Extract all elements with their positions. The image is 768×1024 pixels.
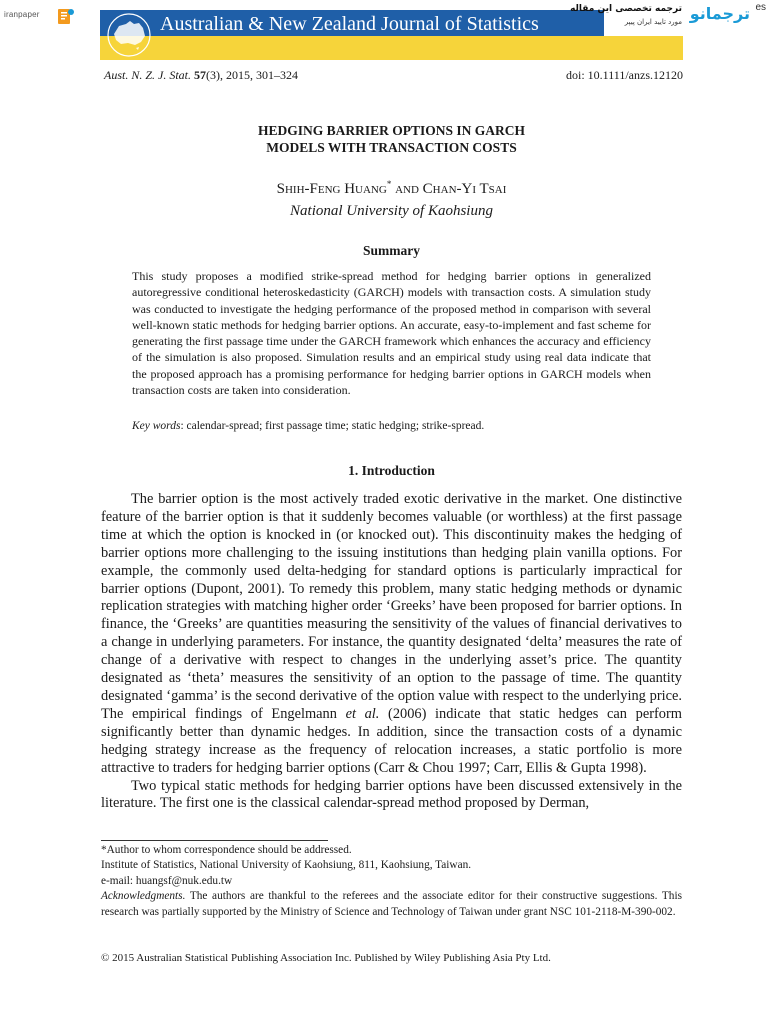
author-name: Chan-Yi Tsai: [422, 181, 507, 197]
edge-text: es: [755, 2, 766, 13]
footnote-rule: [101, 840, 328, 841]
et-al: et al.: [345, 705, 380, 722]
doi: doi: 10.1111/anzs.12120: [566, 68, 683, 82]
title-line: MODELS WITH TRANSACTION COSTS: [266, 140, 517, 155]
paragraph-text: The barrier option is the most actively traded exotic derivative in the market. One distinctive feature of the barrier option is that it suddenly becomes valuable (or worthless) at the first passage time at which the option is knocked in (or knocked out). This discontinuity makes the hedging of barrier options more challenging to the issuing institutions than hedging plain vanilla options. For example, the commonly used delta-hedging for standard options is particularly impractical for barrier options (Dupont, 2001). To remedy this problem, many static hedging methods or dynamic replication strategies with matching higher order ‘Greeks’ have been proposed for barrier options. In finance, the ‘Greeks’ are quantities measuring the sensitivity of the values of financial derivatives to a change in underlying parameters. For instance, the quantity designated ‘delta’ measures the rate of change of a derivative with respect to changes in the underlying asset’s price. The quantity designated as ‘theta’ measures the sensitivity of an option to the passage of time. The quantity designated ‘gamma’ is the second derivative of the option value with respect to the underlying price. The empirical findings of Engelmann: [101, 491, 682, 722]
footnote-email: e-mail: huangsf@nuk.edu.tw: [101, 874, 233, 887]
title-line: HEDGING BARRIER OPTIONS IN GARCH: [257, 123, 526, 138]
paragraph: Two typical static methods for hedging barrier options have been discussed extensively in the literature. The first one is the classical calendar-spread method proposed by Derman,: [101, 777, 682, 812]
tarjomano-tagline: ترجمه تخصصی این مقاله: [570, 4, 682, 14]
keywords-label: Key words: [132, 420, 181, 432]
tarjomano-watermark: [570, 0, 768, 36]
paragraph: [101, 491, 682, 778]
keywords: [132, 418, 651, 434]
tarjomano-subtagline: مورد تایید ایران پیپر: [624, 18, 682, 26]
tarjomano-logo: ترجمانو: [689, 4, 750, 23]
paragraph-text: (2006) indicate that static hedges can perform significantly better than dynamic hedges. In addition, since the transaction costs of a dynamic hedging strategy increase as the frequency of relocation increases, a static portfolio is more attractive to traders for hedging barrier options (Carr & Chou 1997; Carr, Ellis & Gupta 1998).: [101, 705, 682, 776]
iranpaper-text: iranpaper: [4, 10, 40, 19]
summary-heading: Summary: [363, 243, 420, 258]
journal-abbrev: Aust. N. Z. J. Stat.: [104, 68, 192, 82]
authors: [100, 175, 683, 198]
author-conjunction: and: [391, 181, 423, 197]
iranpaper-logo-icon: [56, 6, 76, 26]
footnotes: [101, 843, 682, 920]
ack-text: The authors are thankful to the referees and the associate editor for their constructive suggestions. This research was partially supported by the Ministry of Science and Technology of Taiwan under grant NSC 101-2118-M-390-002.: [101, 890, 682, 918]
author-name: Shih-Feng Huang: [276, 181, 387, 197]
keywords-list: : calendar-spread; first passage time; static hedging; strike-spread.: [180, 420, 485, 432]
section-heading: 1. Introduction: [348, 463, 435, 478]
copyright: © 2015 Australian Statistical Publishing Association Inc. Published by Wiley Publishing Asia Pty Ltd.: [101, 952, 551, 964]
volume: 57: [194, 68, 207, 82]
footnote-institute: Institute of Statistics, National University of Kaohsiung, 811, Kaohsiung, Taiwan.: [101, 859, 472, 872]
correspondence-marker: *: [386, 179, 392, 189]
paper-title: [100, 122, 683, 156]
iranpaper-watermark: [2, 4, 78, 28]
introduction-body: [101, 491, 682, 813]
affiliation: National University of Kaohsiung: [290, 203, 493, 219]
ack-label: Acknowledgments.: [101, 890, 186, 903]
footnote-correspondence: *Author to whom correspondence should be addressed.: [101, 844, 352, 856]
footnote-acknowledgments: [101, 889, 682, 920]
citation: [104, 68, 298, 83]
summary-text: This study proposes a modified strike-spread method for hedging barrier options in generalized autoregressive conditional heteroskedasticity (GARCH) models with transaction costs. A simulation study was conducted to investigate the hedging performance of the proposed method in comparison with several well-known static methods for hedging barrier options. An accurate, easy-to-implement and fast scheme for generating the first passage time under the GARCH framework which enhances the accuracy and efficiency of the simulation is also proposed. Simulation results and an empirical study using real data indicate that the proposed approach has a promising performance for hedging barrier options in GARCH models when transaction costs are taken into consideration.: [132, 269, 651, 398]
australia-map-icon: [106, 12, 152, 58]
journal-title: Australian & New Zealand Journal of Statistics: [160, 13, 539, 35]
issue-pages: (3), 2015, 301–324: [206, 68, 299, 82]
